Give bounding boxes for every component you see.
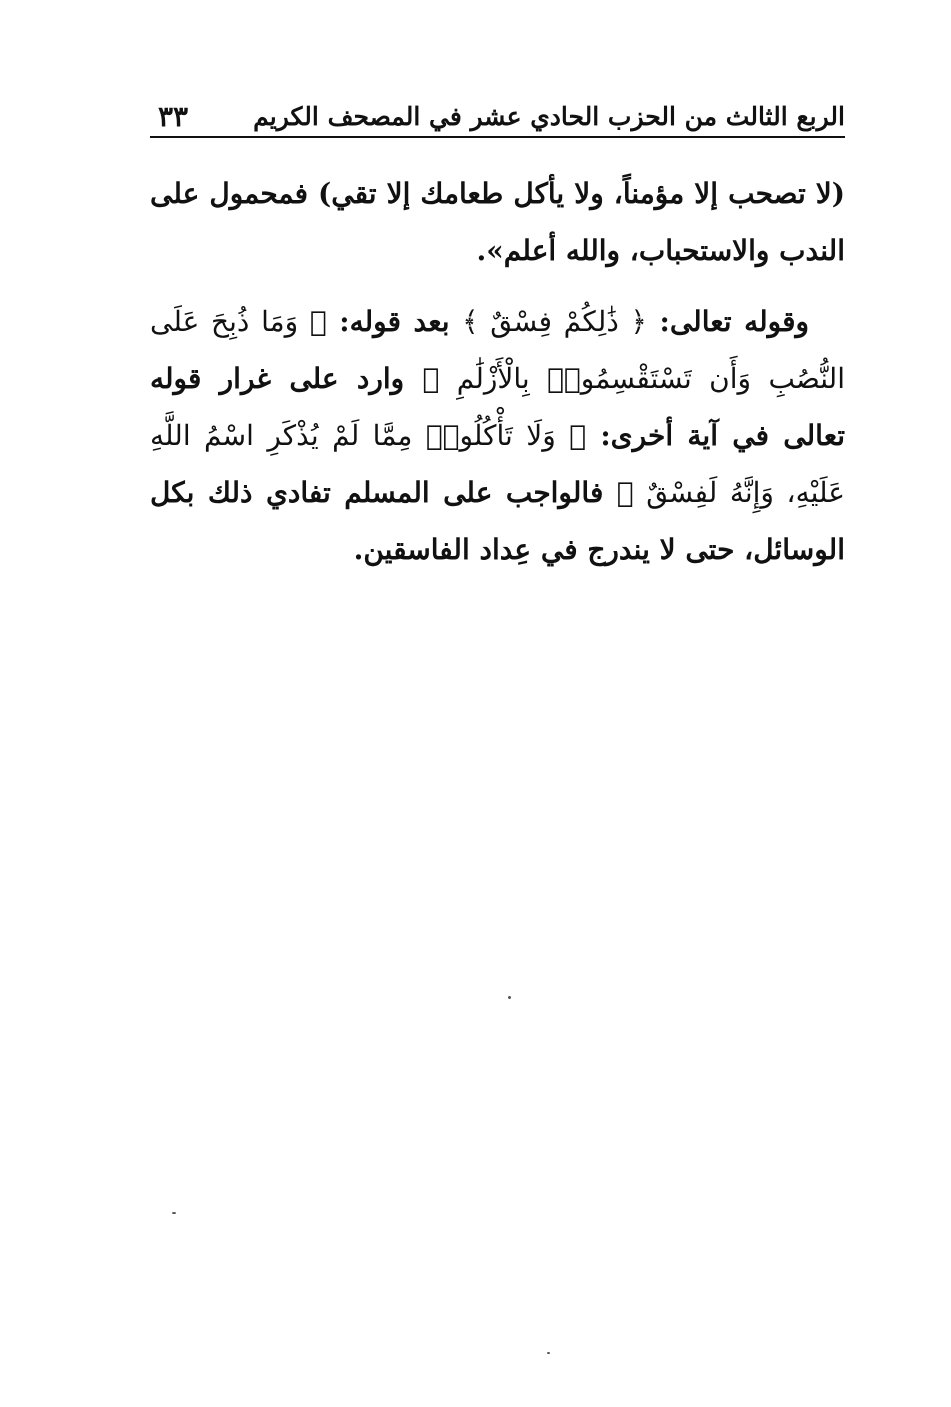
scan-speck [508, 996, 511, 999]
quran-brace-open: ﴿ [630, 305, 647, 338]
paragraph-1 [150, 165, 845, 279]
paragraph-2 [150, 293, 845, 578]
paragraph-2-text-3: وارد على غرار قوله تعالى في آية أخرى: [150, 362, 845, 452]
quran-brace-close: ﴾ [462, 305, 479, 338]
quran-brace-close: ﴾ [422, 362, 440, 395]
quran-verse-2: وَمَا ذُبِحَ عَلَى النُّصُبِ وَأَن تَسْتَقْسِمُوا۟ بِالْأَزْلَٰمِ [150, 305, 845, 395]
quran-brace-close: ﴾ [616, 476, 634, 509]
paragraph-2-intro: وقوله تعالى: [646, 305, 810, 338]
quran-verse-3: وَلَا تَأْكُلُوا۟ مِمَّا لَمْ يُذْكَرِ اسْمُ اللَّهِ عَلَيْهِ، وَإِنَّهُ لَفِسْقٌ [150, 419, 846, 509]
paragraph-1-line-2: الندب والاستحباب، والله أعلم». [476, 234, 845, 267]
paragraph-2-text-4: فالواجب على المسلم تفادي ذلك بكل الوسائل، حتى لا يندرج في عِداد الفاسقين. [150, 476, 845, 566]
running-header [150, 92, 845, 138]
scan-speck [547, 1352, 550, 1354]
scan-speck [172, 1212, 176, 1214]
quran-brace-open: ﴿ [309, 305, 327, 338]
running-title: الربع الثالث من الحزب الحادي عشر في المصحف الكريم [253, 102, 845, 131]
quran-verse-1: ذَٰلِكُمْ فِسْقٌ [478, 305, 631, 338]
body-text [150, 165, 845, 578]
paragraph-2-text-2: بعد قوله: [326, 305, 463, 338]
paragraph-1-line-1: (لا تصحب إلا مؤمناً، ولا يأكل طعامك إلا تقي) فمحمول على [150, 177, 845, 210]
quran-brace-open: ﴿ [569, 419, 587, 452]
page-number: ٣٣ [158, 100, 189, 133]
